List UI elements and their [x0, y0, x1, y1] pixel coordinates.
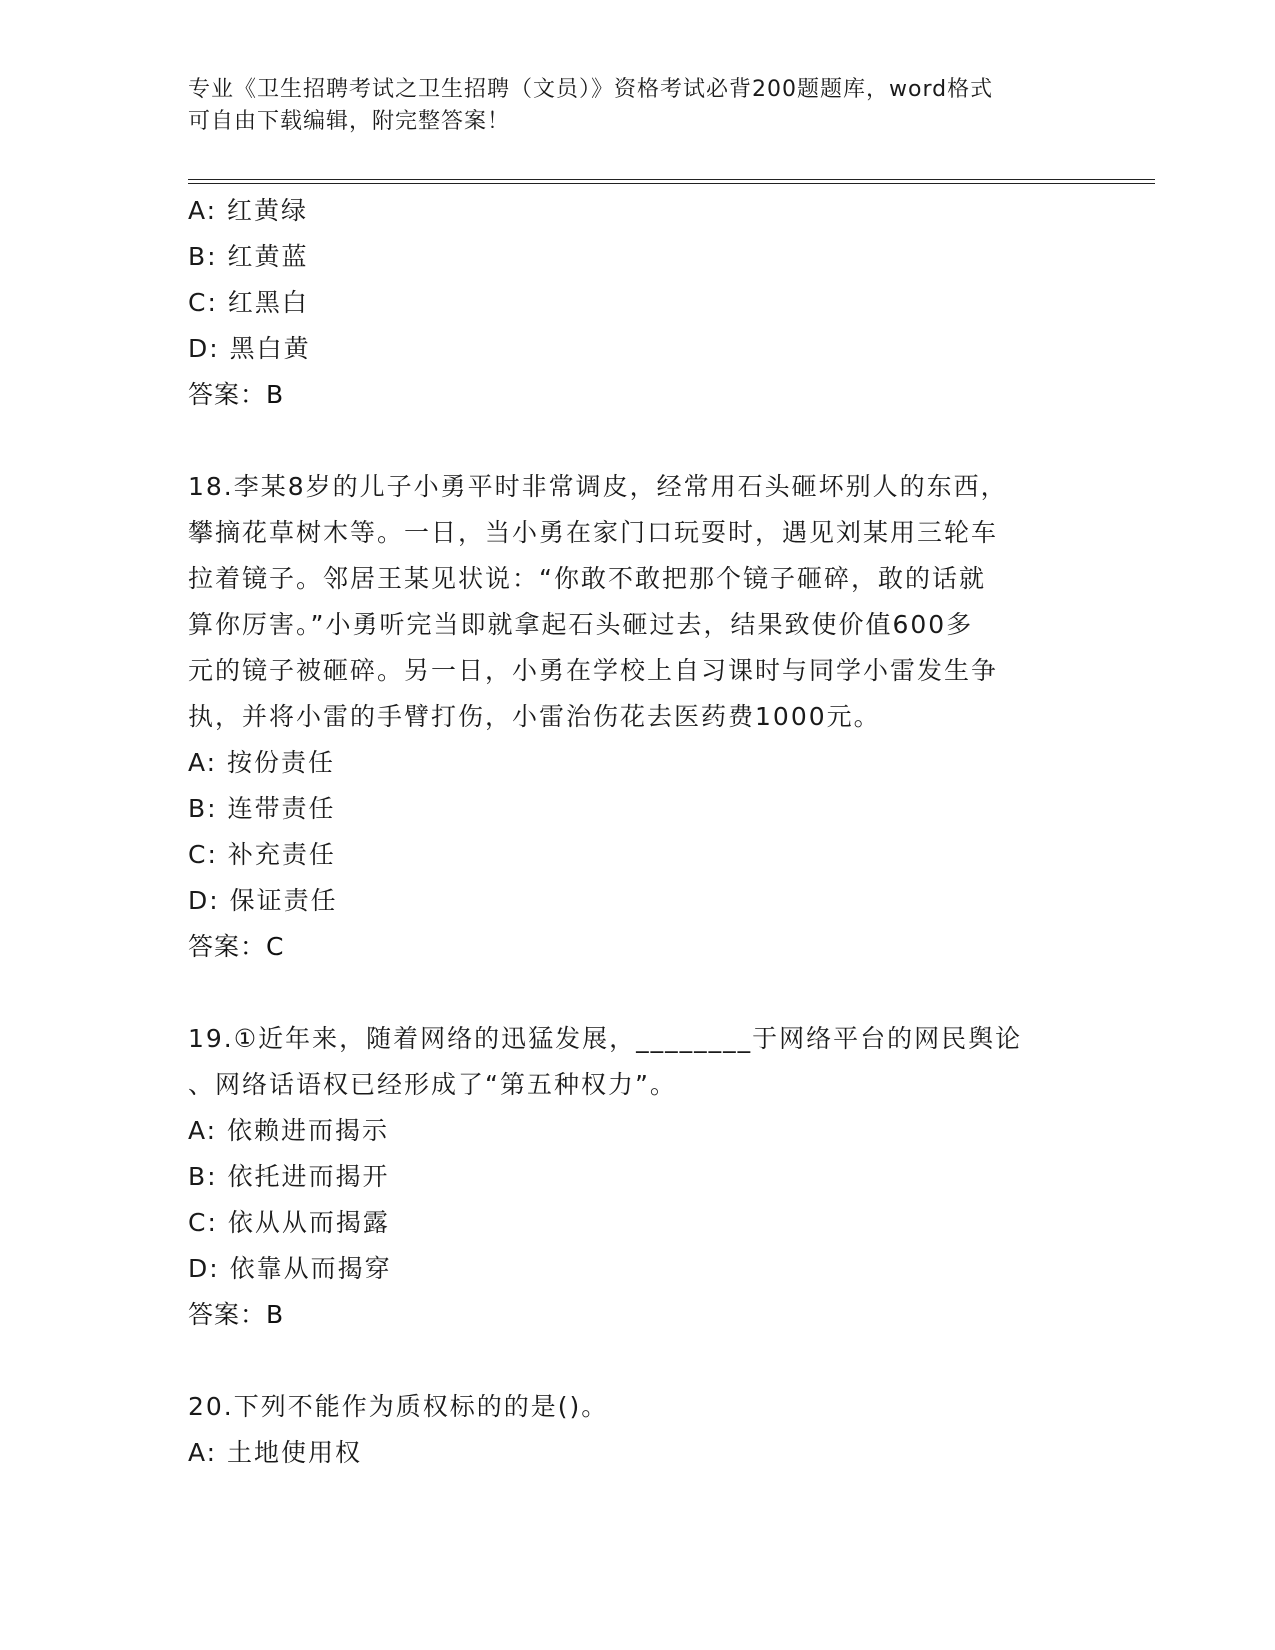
option-b: B: 连带责任: [188, 794, 336, 823]
option-a: A: 按份责任: [188, 748, 336, 777]
answer: 答案：C: [188, 932, 285, 961]
header-title-line-1: 专业《卫生招聘考试之卫生招聘（文员）》资格考试必背200题题库，word格式: [188, 77, 994, 102]
header-divider: [188, 179, 1155, 184]
question-text-line: 20.下列不能作为质权标的的是()。: [188, 1392, 609, 1421]
question-20: [188, 1384, 1088, 1476]
option-d: D: 保证责任: [188, 886, 338, 915]
option-c: C: 依从从而揭露: [188, 1208, 390, 1237]
option-c: C: 红黑白: [188, 288, 309, 317]
question-19: [188, 1016, 1088, 1338]
option-b: B: 红黄蓝: [188, 242, 309, 271]
question-text-line: 、网络话语权已经形成了“第五种权力”。: [188, 1070, 677, 1099]
option-a: A: 红黄绿: [188, 196, 309, 225]
option-d: D: 依靠从而揭穿: [188, 1254, 392, 1283]
question-text-line: 算你厉害。”小勇听完当即就拿起石头砸过去，结果致使价值600多: [188, 610, 974, 639]
option-d: D: 黑白黄: [188, 334, 311, 363]
option-a: A: 土地使用权: [188, 1438, 363, 1467]
question-text-line: 18.李某8岁的儿子小勇平时非常调皮，经常用石头砸坏别人的东西，: [188, 472, 1008, 501]
question-18: [188, 464, 1088, 970]
question-text-line: 拉着镜子。邻居王某见状说：“你敢不敢把那个镜子砸碎，敢的话就: [188, 564, 986, 593]
question-17: [188, 188, 1088, 418]
option-b: B: 依托进而揭开: [188, 1162, 390, 1191]
option-c: C: 补充责任: [188, 840, 336, 869]
question-text-line: 19.①近年来，随着网络的迅猛发展，________于网络平台的网民舆论: [188, 1024, 1023, 1053]
answer: 答案：B: [188, 380, 285, 409]
answer: 答案：B: [188, 1300, 285, 1329]
question-text-line: 执，并将小雷的手臂打伤，小雷治伤花去医药费1000元。: [188, 702, 881, 731]
question-text-line: 元的镜子被砸碎。另一日，小勇在学校上自习课时与同学小雷发生争: [188, 656, 999, 685]
question-text-line: 攀摘花草树木等。一日，当小勇在家门口玩耍时，遇见刘某用三轮车: [188, 518, 999, 547]
question-list: [188, 188, 1088, 1476]
header-title-line-2: 可自由下载编辑，附完整答案！: [188, 109, 511, 134]
document-header: [188, 74, 1088, 138]
option-a: A: 依赖进而揭示: [188, 1116, 390, 1145]
